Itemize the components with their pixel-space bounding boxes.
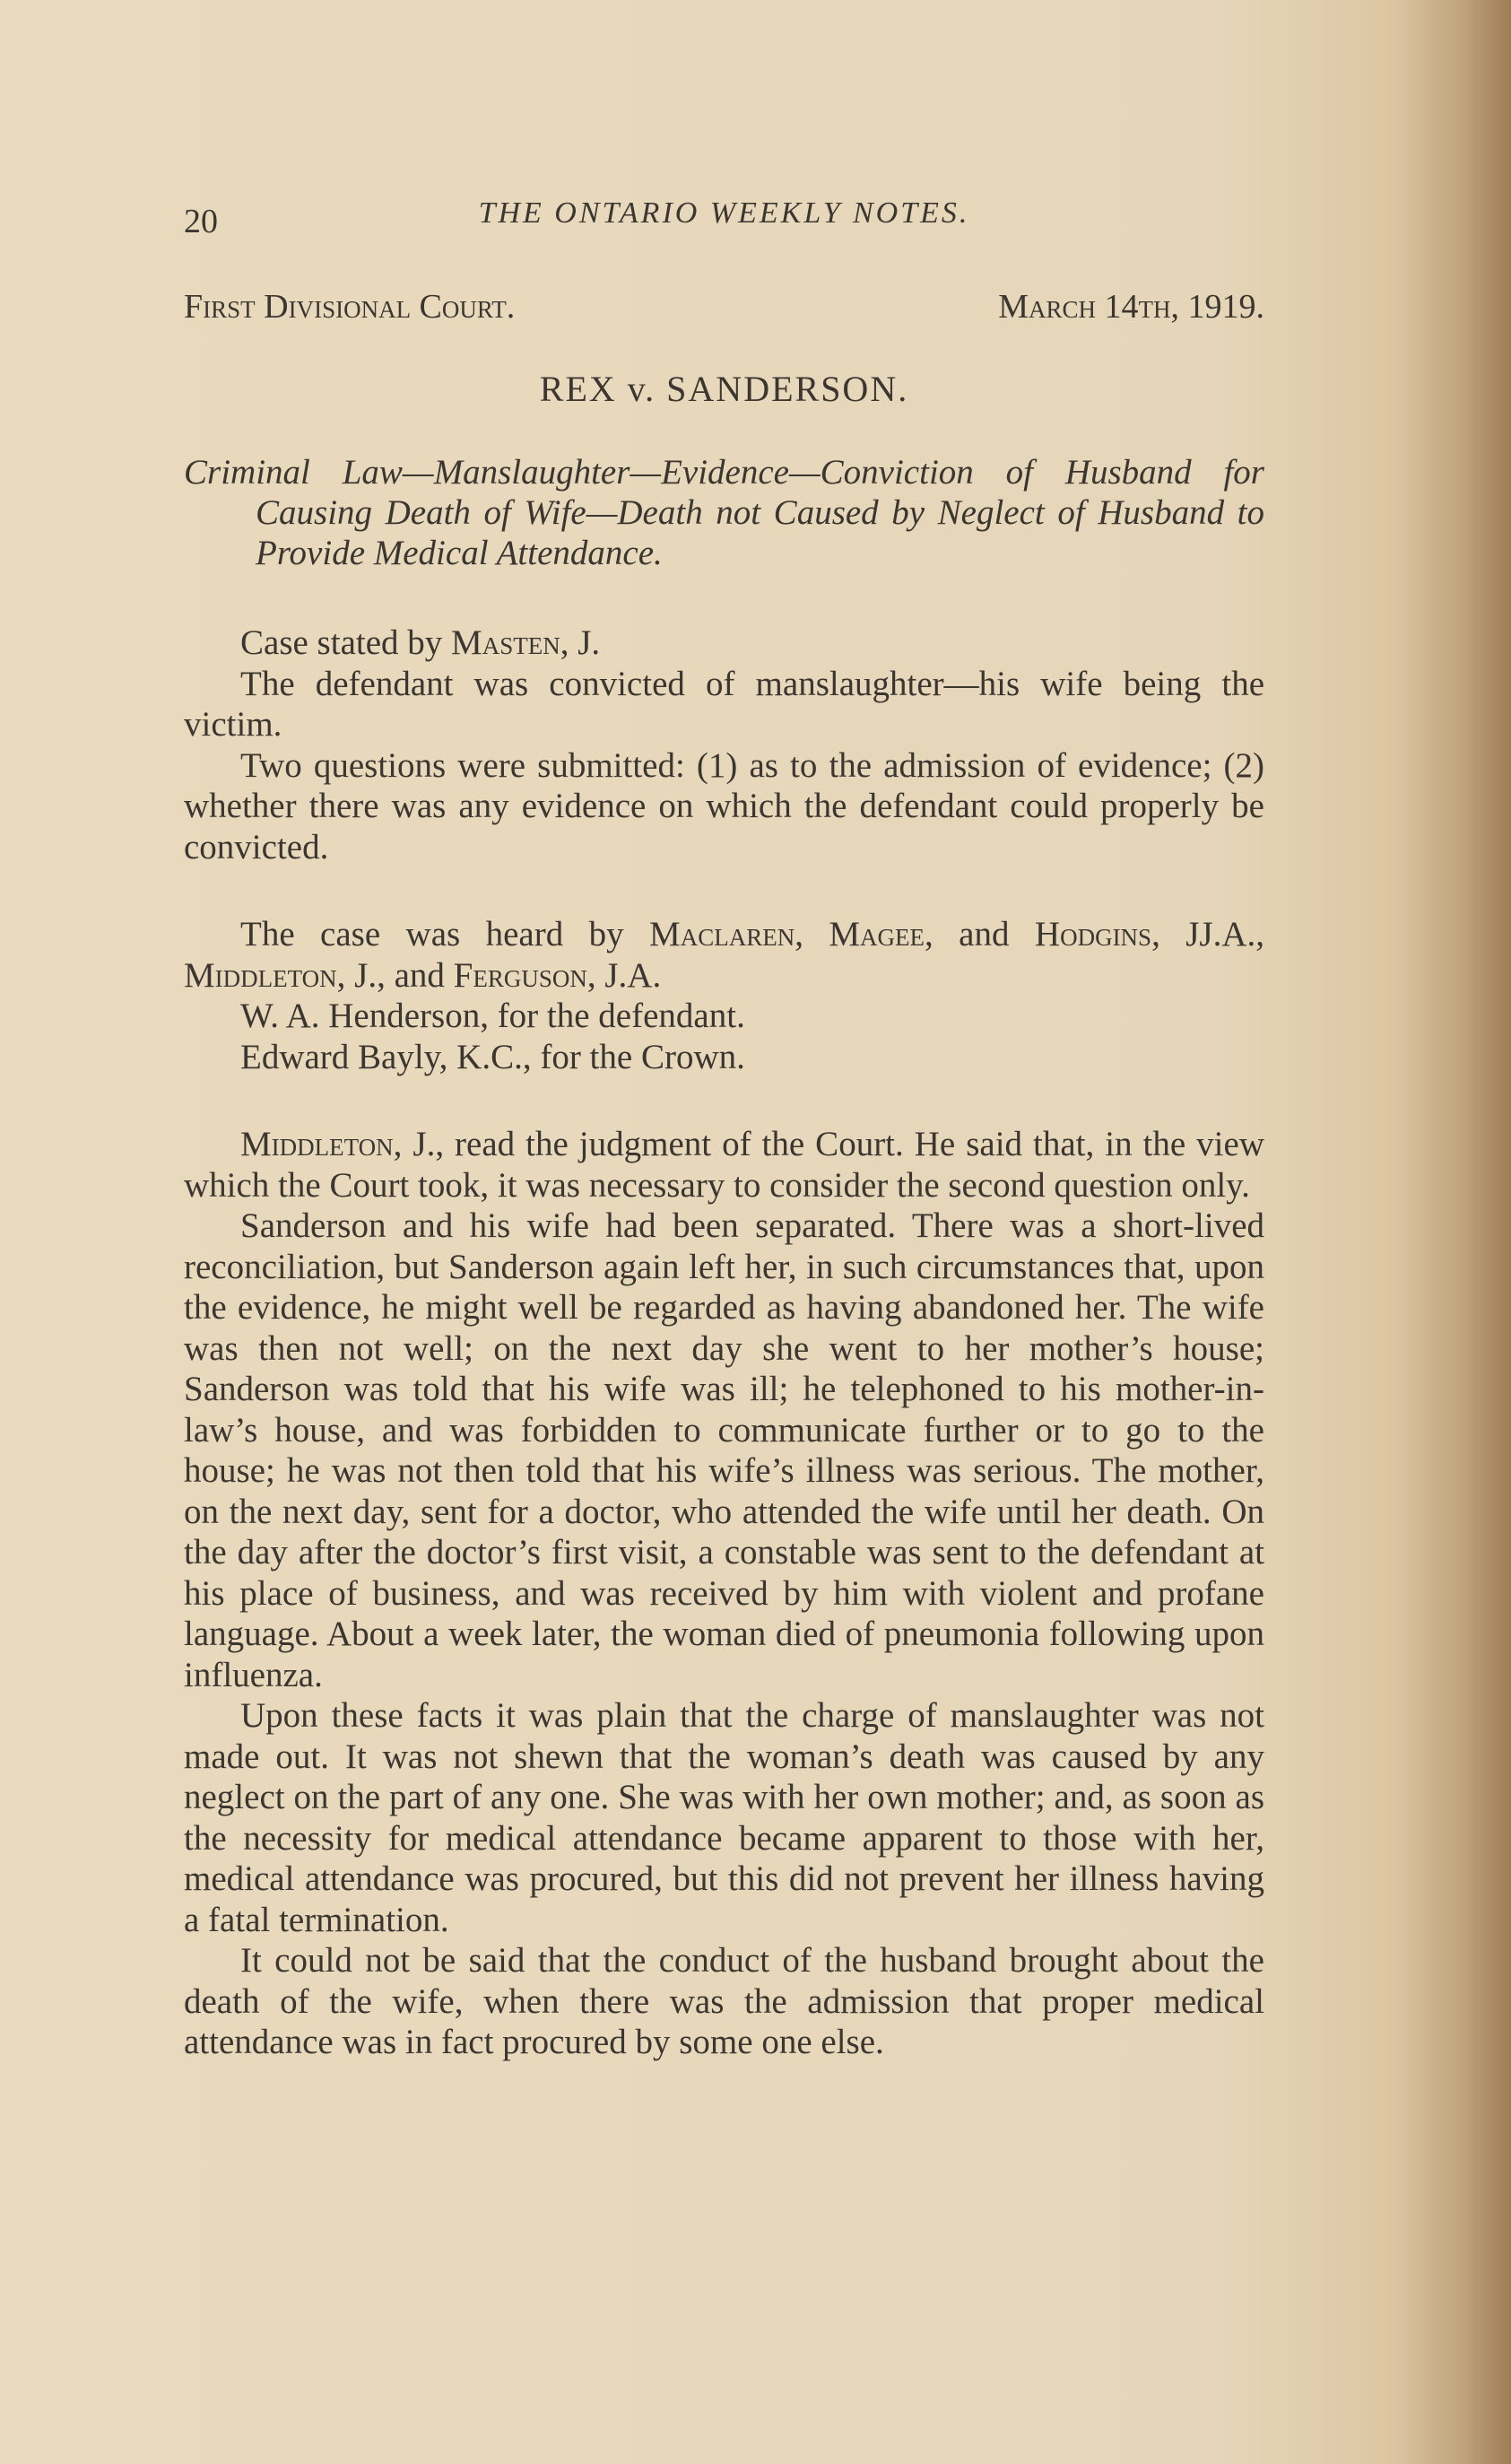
judgment-paragraph-1 [184,1124,1264,1206]
running-title: THE ONTARIO WEEKLY NOTES. [478,196,970,230]
counsel-defendant: W. A. Henderson, for the defendant. [240,997,745,1035]
hearing-suffix: J.A. [595,955,662,995]
judges-4: Ferguson, [453,955,596,995]
case-stated [184,623,1264,664]
judges-3: Middleton, [184,955,346,995]
hearing-mid: JJ.A., [1159,915,1265,953]
court-line [184,287,1264,328]
intro-paragraph-1: The defendant was convicted of manslaughter—his wife being the victim. [184,664,1264,744]
judgment-paragraph-4: It could not be said that the conduct of the husband brought about the death of the wife, when there was the admission that proper medical attendance was in fact procured by some one else. [184,1941,1264,2061]
judgment-paragraph-3: Upon these facts it was plain that the charge of manslaughter was not made out. It was not shewn that the woman’s death was caused by any neglect on the part of any one. She was with her own mother; and, as soon as the necessity for medical attendance became apparent to those with her, medical attendance was procured, but this did not prevent her illness having a fatal termination. [184,1696,1264,1939]
page-content [184,193,1264,2063]
intro-paragraph-2: Two questions were submitted: (1) as to the admission of evidence; (2) whether there was any evidence on which the defendant could properly be convicted. [184,745,1264,866]
judges-1: Maclaren, Magee, [649,915,934,953]
stating-judge: Masten, J. [451,623,601,662]
headnote: Criminal Law—Manslaughter—Evidence—Conviction of Husband for Causing Death of Wife—Death not Caused by Neglect of Husband to Provide Medical Attendance. [184,453,1264,572]
judgment-paragraph-2: Sanderson and his wife had been separated. There was a short-lived reconciliation, but Sanderson again left her, in such circumstances that, upon the evidence, he might well be regarded as having abandoned her. The wife was then not well; on the next day she went to her mother’s house; Sanderson was told that his wife was ill; he telephoned to his mother-in-law’s house, and was forbidden to communicate further or to go to the house; he was not then told that his wife’s illness was serious. The mother, on the next day, sent for a doctor, who attended the wife until her death. On the day after the doctor’s first visit, a constable was sent to the defendant at his place of business, and was received by him with violent and profane language. About a week later, the woman died of pneumonia following upon influenza. [184,1206,1264,1694]
counsel-crown: Edward Bayly, K.C., for the Crown. [240,1037,745,1076]
hearing-prefix: The case was heard by [240,915,650,953]
case-stated-prefix: Case stated by [240,623,452,662]
page-number: 20 [184,203,218,240]
hearing-and: and [933,915,1035,953]
page-header [184,193,1264,256]
case-title: REX v. SANDERSON. [539,368,909,409]
judgment-judge: Middleton, [240,1125,403,1163]
hearing-mid-2: J., and [345,955,454,995]
court-name: First Divisional Court. [184,288,516,326]
judges-2: Hodgins, [1034,915,1160,953]
hearing-paragraph [184,914,1264,996]
decision-date: March 14th, 1919. [998,288,1264,326]
judgment-p1-text: J., read the judgment of the Court. He said that, in the view which the Court took, it was necessary to consider the second question only. [184,1125,1264,1205]
